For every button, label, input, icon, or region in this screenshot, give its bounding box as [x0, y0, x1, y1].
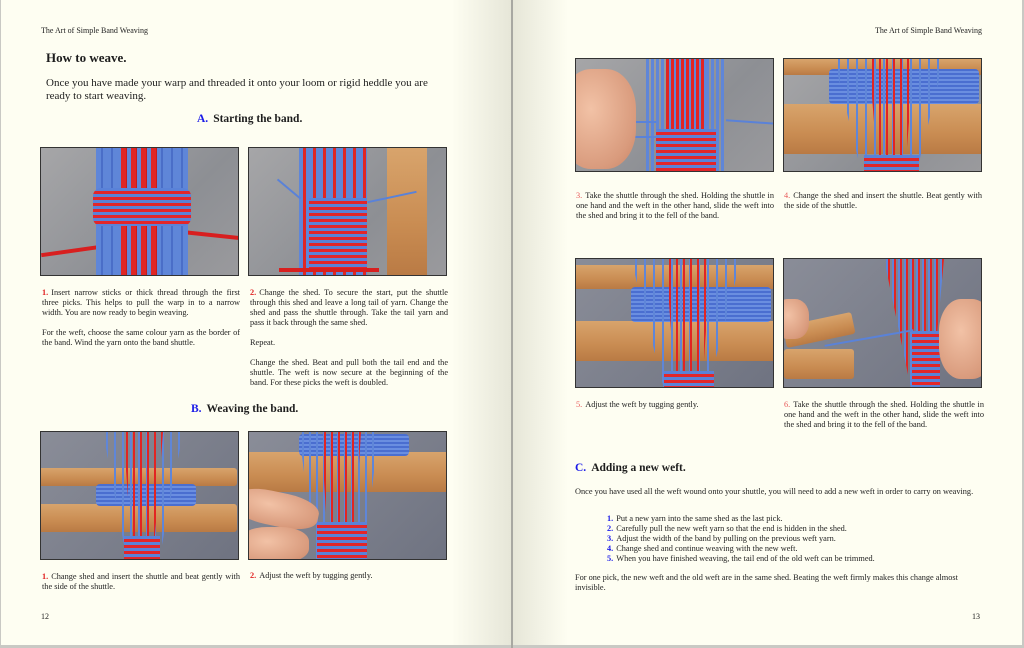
step-number: 1. — [42, 572, 49, 581]
photo-step-6 — [783, 258, 982, 388]
section-title: Weaving the band. — [206, 403, 299, 415]
section-heading-b — [191, 403, 298, 415]
woven-band — [864, 155, 919, 172]
intro-paragraph: Once you have made your warp and threaded it onto your loom or rigid heddle you are ready to start weaving. — [46, 77, 428, 102]
step-number: 6. — [784, 400, 791, 409]
shuttle — [784, 349, 854, 379]
running-head: The Art of Simple Band Weaving — [41, 26, 148, 35]
caption-step-4: 4. Change the shed and insert the shuttle. Beat gently with the side of the shuttle. — [784, 191, 982, 210]
photo-a2 — [248, 147, 447, 276]
section-c-intro: Once you have used all the weft wound onto your shuttle, you will need to add a new weft in order to carry on weaving. — [575, 487, 974, 496]
woven-band — [912, 331, 940, 388]
list-item: 3. Adjust the width of the band by pulling on the previous weft yarn. — [607, 534, 836, 543]
weft-end — [726, 119, 774, 124]
list-item: 5. When you have finished weaving, the tail end of the old weft can be trimmed. — [607, 554, 875, 563]
list-item: 4. Change shed and continue weaving with the new weft. — [607, 544, 798, 553]
gutter-shadow — [513, 0, 568, 645]
right-hand — [939, 299, 982, 379]
weft-tail — [277, 179, 301, 200]
red-weft — [181, 230, 239, 240]
thumb — [248, 527, 309, 560]
red-weft — [41, 245, 101, 257]
section-c-closing: For one pick, the new weft and the old weft are in the same shed. Beating the weft firmly makes this change almost invisible. — [575, 573, 958, 592]
step-number: 4. — [784, 191, 791, 200]
running-head: The Art of Simple Band Weaving — [875, 26, 982, 35]
woven-band — [656, 129, 716, 172]
caption-step-3: 3. Take the shuttle through the shed. Holding the shuttle in one hand and the weft in the other hand, slide the weft into the shed and bring it to the fell of the band. — [576, 191, 774, 220]
photo-step-5 — [575, 258, 774, 388]
woven-band — [664, 371, 714, 388]
step-number: 1. — [42, 288, 49, 297]
new-weft-steps-list — [607, 514, 875, 564]
step-number: 5. — [576, 400, 583, 409]
caption-step-5: 5. Adjust the weft by tugging gently. — [576, 400, 699, 409]
left-hand — [783, 299, 809, 339]
caption-b1: 1. Change shed and insert the shuttle and beat gently with the side of the shuttle. — [42, 572, 240, 591]
section-heading-c — [575, 462, 686, 474]
list-item: 1. Put a new yarn into the same shed as the last pick. — [607, 514, 783, 523]
page-title: How to weave. — [46, 50, 127, 65]
step-number: 3. — [576, 191, 583, 200]
photo-a1 — [40, 147, 239, 276]
caption-a1: 1. Insert narrow sticks or thick thread through the first three picks. This helps to pull the warp in to a narrow width. You are now ready to begin weaving. For the weft, choose the same colour yarn as the border of the band. Wind the yarn onto the band shuttle. — [42, 288, 240, 347]
photo-step-3 — [575, 58, 774, 172]
left-page — [1, 0, 511, 645]
section-title: Adding a new weft. — [591, 462, 686, 474]
page-number: 13 — [972, 612, 980, 621]
section-letter: A. — [197, 113, 209, 125]
section-letter: C. — [575, 462, 587, 474]
woven-section — [93, 188, 191, 226]
list-item: 2. Carefully pull the new weft yarn so that the end is hidden in the shed. — [607, 524, 847, 533]
step-number: 2. — [250, 288, 257, 297]
section-letter: B. — [191, 403, 202, 415]
page-number: 12 — [41, 612, 49, 621]
photo-b2 — [248, 431, 447, 560]
photo-step-4 — [783, 58, 982, 172]
section-title: Starting the band. — [213, 113, 303, 125]
woven-section — [309, 198, 367, 268]
red-weft — [279, 268, 379, 272]
step-number: 2. — [250, 571, 257, 580]
section-heading-a — [197, 113, 302, 125]
loom-post — [387, 148, 427, 276]
caption-step-6: 6. Take the shuttle through the shed. Holding the shuttle in one hand and the weft in the other hand, slide the weft into the shed and bring it to the fell of the band. — [784, 400, 984, 429]
caption-a2: 2. Change the shed. To secure the start, put the shuttle through this shed and leave a long tail of yarn. Change the shed and pass the shuttle through. Take the tail yarn and pass it back through the same shed. Repeat. Change the shed. Beat and pull both the tail end and the shuttle. The weft is now secure at the beginning of the band. For these picks the weft is doubled. — [250, 288, 448, 387]
gutter-shadow — [451, 0, 511, 645]
hand — [575, 69, 636, 169]
woven-band — [317, 522, 367, 560]
right-page — [513, 0, 1022, 645]
photo-b1 — [40, 431, 239, 560]
woven-band — [124, 536, 160, 560]
caption-b2: 2. Adjust the weft by tugging gently. — [250, 571, 373, 580]
